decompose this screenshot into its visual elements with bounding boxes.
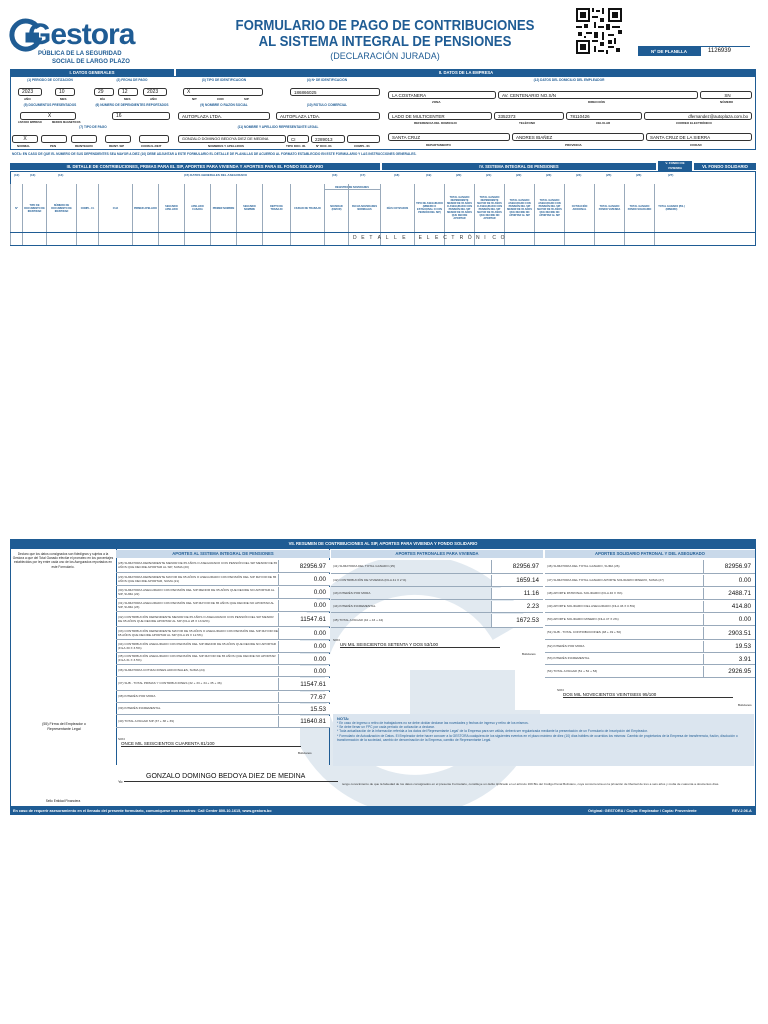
- summary-row: [331, 559, 543, 574]
- referencia-caption: REFERENCIA DEL DOMICILIO: [414, 121, 457, 125]
- summary-row: [116, 573, 330, 586]
- numero-field[interactable]: SN: [700, 91, 752, 99]
- summary-row: [116, 677, 330, 691]
- summary-row-label: (28) SUMATORIA DEPENDIENTE MENOR DE 65 AÑOS O ASEGURADO CON PENSIÓN DEL SIP MENOR DE 65 AÑOS QUE DECIDE APORTAR AL SIP, SUMA (20): [118, 561, 278, 569]
- table-header-cell: NÚMERO DE DOCUMENTO DE IDENTIDAD: [46, 184, 76, 232]
- rep-compl-field[interactable]: [347, 135, 380, 143]
- summary-row-value: 82956.97: [278, 560, 330, 572]
- summary-row-label: (33) CONTRIBUCIÓN DEPENDIENTE MAYOR DE 65 AÑOS O ASEGURADO CON PENSIÓN DEL SIP MAYOR DE 65 AÑOS QUE DECIDE APORTAR AL SIP (FILA 29 X 12.5%): [118, 628, 278, 637]
- documentos-label: (5) DOCUMENTOS PRESENTADOS: [23, 103, 77, 107]
- summary-row-label: (32) CONTRIBUCIÓN DEPENDIENTE MENOR DE 65 AÑOS O ASEGURADO CON PENSIÓN DEL SIP MENOR DE 65 AÑOS QUE DECIDE APORTAR AL SIP (FILA 28 X 13.92%): [118, 614, 274, 623]
- summary-row: [545, 559, 755, 574]
- summary-row-label: (39) INTERÉS INCREMENTAL: [118, 706, 161, 711]
- table-data-cell[interactable]: [594, 233, 624, 245]
- summary-row-label: (35) CONTRIBUCIÓN ASEGURADO CON PENSIÓN DEL SIP MAYOR DE 65 AÑOS QUE DECIDE NO APORTAR (FILA 31 X 3.5%): [118, 654, 276, 662]
- summary-row-label: (31) SUMATORIA ASEGURADO CON PENSIÓN DEL SIP MAYOR DE 65 AÑOS QUE DECIDE NO APORTAR AL SIP, SUMA (23): [118, 600, 275, 609]
- fecha-anio-field[interactable]: 2023: [143, 88, 167, 96]
- summary-row: [545, 587, 755, 600]
- summary-row-label: (42) CONTRIBUCIÓN DE VIVIENDA (FILA 41 X 2 %): [333, 577, 407, 582]
- table-data-cell[interactable]: [76, 233, 98, 245]
- correo-caption: CORREO ELECTRÓNICO: [676, 121, 712, 125]
- viv-bolivianos-caption: Bolivianos: [522, 652, 536, 656]
- table-header-cell: COTIZACIÓN ADICIONAL: [564, 184, 594, 232]
- summary-row: [116, 599, 330, 612]
- detalle-letter: A: [377, 235, 382, 241]
- fecha-pago-label: (2) FECHA DE PAGO: [116, 78, 148, 82]
- nota-planillas: NOTA: EN CASO DE QUE EL NÚMERO DE SUS DEPENDIENTES SEA MAYOR A DIEZ (10) DEBE ADJUNTAR A ESTE FORMULARIO EL DETALLE DE PLANILLAS DE ACUERDO AL FORMATO ESTABLECIDO EN ESTE FORMULARIO Y LAS INSTRUCCIONES GENERALES.: [12, 152, 417, 156]
- table-header-cell: TOTAL GANADO FONDO SOLIDARIO: [624, 184, 654, 232]
- departamento-caption: DEPARTAMENTO: [426, 143, 451, 147]
- summary-row: [116, 627, 330, 640]
- summary-row-label: (30) SUMATORIA ASEGURADO CON PENSIÓN DEL SIP MENOR DE 65 AÑOS QUE DECIDE NO APORTAR AL SIP, SUMA (22): [118, 587, 275, 596]
- pen-caption: PEN: [50, 144, 57, 148]
- detalle-letter: E: [418, 235, 423, 241]
- table-header-cell: TOTAL GANADO ASEGURADO CON PENSIÓN DEL SIP MAYOR DE 65 AÑOS QUE DECIDE NO APORTAR AL SIP: [534, 184, 564, 232]
- section-4-title: IV. SISTEMA INTEGRAL DE PENSIONES: [382, 163, 656, 170]
- tipo-pago-normal[interactable]: [12, 135, 38, 143]
- column-number: (14): [58, 173, 64, 177]
- column-number: (17): [360, 173, 366, 177]
- col-number-row: [10, 173, 756, 179]
- table-data-cell[interactable]: [262, 233, 290, 245]
- table-header-cell: TOTAL GANADO FONDO VIVIENDA: [594, 184, 624, 232]
- celular-field[interactable]: 78110426: [566, 112, 642, 120]
- viv-son-text: UN MIL SEISCIENTOS SETENTA Y DOS 53/100: [340, 642, 500, 648]
- table-header-cell: TOTAL GANADO DEPENDIENTE MENOR DE 65 AÑOS O ASEGURADO CON PENSIÓN DEL SIP MENOR DE 65 AÑOS QUE DECIDE APORTAR: [444, 184, 474, 232]
- table-header-cell: SEGUNDO APELLIDO: [158, 184, 184, 232]
- provincia-caption: PROVINCIA: [565, 143, 582, 147]
- summary-row-label: (52) INTERÉS POR MORA: [547, 643, 585, 648]
- table-data-cell[interactable]: [236, 233, 262, 245]
- fanio-caption: AÑO: [150, 97, 157, 101]
- consul-caption: CONSUL-REIT: [141, 144, 162, 148]
- logo-subtitle-1: PÚBLICA DE LA SEGURIDAD: [38, 51, 122, 57]
- detalle-letter: I: [484, 235, 487, 241]
- summary-row-label: (29) SUMATORIA DEPENDIENTE MAYOR DE 65 AÑOS O ASEGURADO CON PENSIÓN DEL SIP MAYOR DE 65 AÑOS QUE DECIDE APORTAR, SUMA (21): [118, 574, 277, 583]
- summary-row-value: 11547.61: [278, 613, 330, 626]
- table-header-cell: APELLIDO CASADA: [184, 184, 210, 232]
- reint-sip-caption: REINT. SIP: [109, 144, 125, 148]
- direccion-caption: DIRECCIÓN: [588, 100, 605, 104]
- summary-row-value: 11547.61: [278, 678, 330, 690]
- tipo-id-label: (3) TIPO DE IDENTIFICACIÓN: [201, 78, 247, 82]
- summary-row-label: (46) SUMATORIA DEL TOTAL GANADO, SUMA (26): [547, 563, 620, 568]
- summary-row-label: (36) SUMATORIA COTIZACIONES ADICIONALES, SUMA (24): [118, 668, 205, 673]
- summary-row-value: 82956.97: [491, 560, 543, 573]
- sip-title: APORTES AL SISTEMA INTEGRAL DE PENSIONES: [116, 550, 330, 558]
- mes-caption: MES: [60, 97, 67, 101]
- summary-row-value: 15.53: [278, 704, 330, 714]
- zona-field[interactable]: LA COSTANERA: [388, 91, 496, 99]
- tipo-pago-reintegro[interactable]: [71, 135, 97, 143]
- rep-nombre-caption: NOMBRES Y APELLIDOS: [208, 144, 244, 148]
- num-id-field[interactable]: 186866025: [290, 88, 380, 96]
- summary-row-value: 0.00: [703, 614, 755, 625]
- tipo-id-mark: X: [187, 89, 191, 95]
- direccion-field[interactable]: AV. CENTENARIO NO.S/N: [498, 91, 698, 99]
- title-line-3: (DECLARACIÓN JURADA): [330, 51, 440, 61]
- title-line-2: AL SISTEMA INTEGRAL DE PENSIONES: [258, 33, 512, 50]
- table-header-cell: DEPTO DE TRABAJO: [262, 184, 290, 232]
- tipo-id-field[interactable]: [183, 88, 263, 96]
- summary-row: [545, 665, 755, 678]
- summary-row-label: (45) TOTAL A PAGAR (42 + 43 + 44): [333, 617, 384, 622]
- qr-code: [574, 6, 624, 56]
- summary-row-label: (34) CONTRIBUCIÓN ASEGURADO CON PENSIÓN DEL SIP MENOR DE 65 AÑOS QUE DECIDE NO APORTAR (FILA 30 X 3.5%): [118, 641, 277, 650]
- summary-row-value: 0.00: [278, 600, 330, 611]
- summary-row: [116, 559, 330, 573]
- table-header-cell: TOTAL GANADO (BS.) (MINERO): [654, 184, 688, 232]
- domicilio-label: (12) DATOS DEL DOMICILIO DEL EMPLEADOR: [533, 78, 605, 82]
- table-header-cell: CIUDAD DE TRABAJO: [290, 184, 324, 232]
- telefono-caption: TELÉFONO: [519, 121, 536, 125]
- table-header-cell: CUA: [98, 184, 132, 232]
- referencia-field[interactable]: LADO DE MULTICENTER: [388, 112, 492, 120]
- planilla-number: 1126939: [701, 47, 751, 56]
- summary-row-label: (38) INTERÉS POR MORA: [118, 694, 156, 699]
- summary-row-value: 82956.97: [703, 560, 755, 573]
- detalle-letter: E: [435, 235, 440, 241]
- registro-novedades-label: REGISTRO DE NOVEDADES: [324, 186, 380, 190]
- table-data-cell[interactable]: [290, 233, 324, 245]
- table-header-cell: SEGUNDO NOMBRE: [236, 184, 262, 232]
- summary-row-value: 3.91: [703, 654, 755, 664]
- rep-legal-label: (11) NOMBRE Y APELLIDO REPRESENTANTE LEGAL: [237, 125, 319, 129]
- declaro-text: Declaro que los datos consignados son fidedignos y sujetos a la Gestora a que del Total Ganado efectúe el prorrateo en los porcentajes establecidos por ley entre cada uno de los Asegurados reportados en este Formulario.: [12, 552, 114, 569]
- detalle-letter: L: [394, 235, 398, 241]
- rep-num-caption: Nº DOC. ID.: [316, 144, 333, 148]
- summary-row: [545, 653, 755, 665]
- table-data-cell[interactable]: [98, 233, 132, 245]
- column-number: (19): [426, 173, 432, 177]
- column-number: (25): [606, 173, 612, 177]
- column-number: (24): [576, 173, 582, 177]
- section-6-title: VI. FONDO SOLIDARIO: [694, 163, 756, 170]
- tipo-pago-label: (7) TIPO DE PAGO: [79, 125, 107, 129]
- column-number: (26): [636, 173, 642, 177]
- column-number: (13): [30, 173, 36, 177]
- column-number: (16): [332, 173, 338, 177]
- firma-label: (55) Firma del Empleador o Representante Legal: [42, 722, 86, 731]
- dependientes-field[interactable]: 16: [112, 112, 170, 120]
- numero-caption: NÚMERO: [720, 100, 734, 104]
- summary-row-value: 2926.95: [703, 666, 755, 677]
- summary-row-value: 0.00: [703, 575, 755, 586]
- summary-row: [116, 640, 330, 653]
- rep-num-field[interactable]: 2289013: [311, 135, 345, 143]
- tipo-pago-pen[interactable]: [41, 135, 67, 143]
- viv-title: APORTES PATRONALES PARA VIVIENDA: [331, 550, 543, 558]
- summary-row-label: (54) TOTAL A PAGAR (51 + 52 + 53): [547, 668, 598, 673]
- table-data-cell[interactable]: [564, 233, 594, 245]
- summary-row: [331, 600, 543, 613]
- column-number: (18): [394, 173, 400, 177]
- logo-subtitle-2: SOCIAL DE LARGO PLAZO: [52, 59, 130, 65]
- detalle-letter: E: [402, 235, 407, 241]
- footer-copies: Original: GESTORA / Copia: Empleador / Copia: Proveniente: [588, 809, 697, 813]
- razon-social-label: (9) NOMBRE O RAZÓN SOCIAL: [200, 103, 248, 107]
- yo-caption: Yo: [118, 779, 123, 784]
- sol-son-text: DOS MIL NOVECIENTOS VEINTISEIS 95/100: [563, 692, 733, 698]
- footer-bar: [10, 807, 756, 815]
- summary-row-value: 0.00: [278, 666, 330, 676]
- summary-row: [545, 613, 755, 626]
- table-data-cell[interactable]: [22, 233, 46, 245]
- title-line-1: FORMULARIO DE PAGO DE CONTRIBUCIONES: [235, 17, 535, 34]
- logo-name: Gestora: [28, 18, 135, 51]
- nota-2: * Se debe llenar un FPC por cada periodo de cotización a declarar.: [337, 725, 435, 730]
- column-number: (27): [668, 173, 674, 177]
- detalle-letter: L: [385, 235, 390, 241]
- table-data-cell[interactable]: [624, 233, 654, 245]
- summary-row-value: 2488.71: [703, 588, 755, 599]
- sip-rows: [116, 559, 330, 737]
- summary-row-label: (41) SUMATORIA DEL TOTAL GANADO (25): [333, 563, 396, 568]
- periodo-label: (1) PERIODO DE COTIZACIÓN: [27, 78, 73, 82]
- section-5-title: V. FONDO DE VIVIENDA: [658, 161, 692, 171]
- sip-bolivianos-caption: Bolivianos: [298, 751, 312, 755]
- column-number: (15) DATOS GENERALES DEL ASEGURADO: [184, 173, 247, 177]
- detalle-letter: Ó: [467, 235, 473, 241]
- table-data-cell[interactable]: [324, 233, 348, 245]
- rep-tipo-caption: TIPO DOC. ID.: [286, 144, 307, 148]
- fecha-mes-field[interactable]: 12: [118, 88, 138, 96]
- periodo-mes-field[interactable]: 10: [55, 88, 75, 96]
- summary-row-value: 19.53: [703, 641, 755, 652]
- documentos-field[interactable]: [20, 112, 76, 120]
- summary-row-label: (40) TOTAL A PAGAR SIP (37 + 38 + 39): [118, 718, 175, 723]
- summary-row-value: 2903.51: [703, 627, 755, 639]
- yo-name: GONZALO DOMINGO BEDOYA DIEZ DE MEDINA: [124, 772, 338, 782]
- column-number: (23): [546, 173, 552, 177]
- correo-field[interactable]: dfernandez@autoplaza.com.bo: [644, 112, 752, 120]
- zona-caption: ZONA: [432, 100, 441, 104]
- summary-row-value: 0.00: [278, 574, 330, 585]
- summary-row: [545, 600, 755, 613]
- telefono-field[interactable]: 3352373: [494, 112, 564, 120]
- table-header-cell: COMPL. CI.: [76, 184, 98, 232]
- yo-declaration: tengo conocimiento de que la falsedad de los datos consignados en el presente Formulario, constituye un delito tipificado en el artículo 169 Bis del Código Penal Boliviano, cuya concurrencia es la privación de libertad de tres a seis años y multa de cuarenta a doscientos días.: [342, 782, 720, 786]
- summary-row-label: (50) APORTE SOLIDARIO MINERO (FILA 47 X 2%): [547, 616, 619, 621]
- sol-rows: [545, 559, 755, 689]
- column-number: (20): [456, 173, 462, 177]
- planilla-box: [638, 46, 750, 56]
- departamento-field[interactable]: SANTA CRUZ: [388, 133, 510, 141]
- fecha-dia-field[interactable]: 29: [94, 88, 114, 96]
- summary-row-value: 0.00: [278, 587, 330, 598]
- detalle-letter: T: [451, 235, 456, 241]
- column-number: (12): [14, 173, 20, 177]
- detalle-letter: N: [476, 235, 481, 241]
- table-header-cell: TOTAL GANADO DEPENDIENTE MAYOR DE 65 AÑOS O ASEGURADO CON PENSIÓN DEL SIP MAYOR DE 65 AÑOS QUE DECIDE NO APORTAR: [474, 184, 504, 232]
- summary-row: [116, 586, 330, 599]
- tipo-pago-consul[interactable]: [139, 135, 169, 143]
- rep-compl-caption: COMPL. ID.: [354, 144, 371, 148]
- sip-son-caption: SON:: [118, 737, 126, 741]
- summary-row-value: 0.00: [278, 654, 330, 664]
- fmes-caption: MES: [124, 97, 131, 101]
- dependientes-label: (6) NÚMERO DE DEPENDIENTES REPORTADOS: [95, 103, 169, 107]
- summary-row: [545, 626, 755, 640]
- detalle-letter: C: [492, 235, 498, 241]
- detalle-letter: T: [369, 235, 374, 241]
- summary-row: [331, 587, 543, 600]
- viv-son-caption: SON:: [333, 638, 341, 642]
- gestora-logo: [8, 12, 135, 72]
- listado-caption: LISTADO IMPRESO: [18, 121, 42, 124]
- section-3-title: III. DETALLE DE CONTRIBUCIONES, PRIMAS PARA EL SIP, APORTES PARA VIVIENDA Y APORTES PARA EL FONDO SOLIDARIO: [10, 163, 380, 170]
- summary-row: [116, 691, 330, 703]
- sol-bolivianos-caption: Bolivianos: [738, 703, 752, 707]
- planilla-label: Nº DE PLANILLA: [651, 49, 687, 54]
- summary-row: [331, 574, 543, 587]
- rotulo-field[interactable]: AUTOPLAZA LTDA.: [276, 112, 380, 120]
- table-data-cell[interactable]: [654, 233, 688, 245]
- summary-row-value: 11640.81: [278, 716, 330, 727]
- table-header-cell: TIPO DE DOCUMENTO DE IDENTIDAD: [22, 184, 46, 232]
- periodo-anio-field[interactable]: 2023: [18, 88, 42, 96]
- summary-row: [116, 665, 330, 677]
- rotulo-label: (10) RÓTULO COMERCIAL: [306, 103, 348, 107]
- summary-row: [116, 715, 330, 728]
- summary-row: [116, 612, 330, 627]
- summary-row-value: 2.23: [491, 601, 543, 612]
- sol-son-caption: SON:: [557, 688, 565, 692]
- summary-row-value: 11.16: [491, 588, 543, 599]
- ciudad-field[interactable]: SANTA CRUZ DE LA SIERRA: [646, 133, 752, 141]
- table-data-cell[interactable]: [210, 233, 236, 245]
- provincia-field[interactable]: ANDRES IBAÑEZ: [512, 133, 644, 141]
- table-header-cell: FECHA NOVEDADES NORMALES: [348, 184, 380, 232]
- reintegro-caption: REINTEGRO: [75, 144, 93, 148]
- summary-row-value: 414.80: [703, 601, 755, 612]
- summary-row-label: (43) INTERÉS POR MORA: [333, 590, 371, 595]
- detalle-electronico: [353, 235, 513, 243]
- anio-caption: AÑO: [24, 97, 31, 101]
- summary-row: [116, 653, 330, 665]
- summary-row-label: (49) APORTE SOLIDARIO DEL ASEGURADO (FILA 46 X 0.5%): [547, 603, 636, 608]
- table-data-cell[interactable]: [534, 233, 564, 245]
- detalle-letter: E: [361, 235, 366, 241]
- table-header-cell: DÍAS COTIZADOS: [380, 184, 414, 232]
- section-7-title: VII. RESUMEN DE CONTRIBUCIONES AL SIP, APORTES PARA VIVIENDA Y FONDO SOLIDARIO: [10, 539, 756, 548]
- cod-caption: COD: [217, 97, 224, 101]
- form-title: [190, 18, 580, 62]
- summary-row-value: 77.67: [278, 692, 330, 702]
- razon-social-field[interactable]: AUTOPLAZA LTDA.: [178, 112, 270, 120]
- detalle-letter: R: [459, 235, 465, 241]
- column-number: (22): [516, 173, 522, 177]
- summary-row-value: 1672.53: [491, 614, 543, 627]
- table-data-cell[interactable]: [158, 233, 184, 245]
- nota-3: * Toda actualización de la información referida a los datos del Representante Legal' de la Empresa para ser válida, deberá ser regularizada mediante la presentación de un Formulario de Inscripción del Empleador.: [337, 729, 648, 734]
- summary-row-label: (37) SUB - TOTAL PRIMAS Y CONTRIBUCIONES (32 + 33 + 34 + 35 + 36): [118, 681, 222, 686]
- table-data-cell[interactable]: [184, 233, 210, 245]
- viv-rows: [331, 559, 543, 669]
- table-header-cell: Nº: [10, 184, 22, 232]
- column-number: (21): [486, 173, 492, 177]
- documentos-mark: X: [47, 113, 52, 119]
- num-id-label: (4) Nº DE IDENTIFICACIÓN: [306, 78, 348, 82]
- detalle-letter: O: [500, 235, 506, 241]
- medios-caption: MEDIOS MAGNÉTICOS: [52, 121, 81, 124]
- rep-tipo-field[interactable]: CI: [287, 135, 309, 143]
- nota-4: * Formulario de Actualización de Datos. El Empleador debe hacer conocer a la GESTORA cualquiera de los siguientes eventos en el plazo máximo de diez (10) días hábiles de ocurridos los mismos: Cambio de propietarios de la Empresa de transferencia, fusión, disolución o transformación de la sociedad, cambio de denominación de la Empresa, cambio de Representante Legal.: [337, 733, 738, 742]
- detalle-letter: D: [353, 235, 358, 241]
- table-data-cell[interactable]: [132, 233, 158, 245]
- tipo-pago-mark: X: [23, 136, 27, 142]
- summary-row-value: 0.00: [278, 628, 330, 639]
- rep-nombre-field[interactable]: GONZALO DOMINGO BEDOYA DIEZ DE MEDINA: [178, 135, 286, 143]
- nit-caption: NIT: [192, 97, 197, 101]
- summary-row-label: (48) APORTE PATRONAL SOLIDARIO (FILA 46 X 3%): [547, 590, 623, 595]
- nota-1: * En caso de ingreso o retiro de trabajadores no se debe olvidar declarar las novedades y fechas de ingreso y retiro de los mismos.: [337, 721, 529, 725]
- notas-title: NOTA:: [337, 716, 350, 721]
- summary-row-label: (47) SUMATORIA DEL TOTAL GANADO APORTE SOLIDARIO MINERO, SUMA (27): [547, 577, 664, 582]
- table-header-cell: PRIMER APELLIDO: [132, 184, 158, 232]
- notas-box: [333, 714, 754, 766]
- summary-row: [116, 703, 330, 715]
- summary-row-value: 1659.14: [491, 575, 543, 586]
- sol-title: APORTES SOLIDARIO PATRONAL Y DEL ASEGURADO: [545, 550, 755, 558]
- detalle-letter: L: [426, 235, 431, 241]
- summary-row-value: 0.00: [278, 641, 330, 652]
- summary-row: [331, 613, 543, 628]
- summary-row: [545, 574, 755, 587]
- celular-caption: CELULAR: [596, 121, 611, 125]
- table-data-cell[interactable]: [10, 233, 22, 245]
- normal-caption: NORMAL: [17, 144, 31, 148]
- table-header-row: [10, 184, 756, 232]
- summary-row: [545, 640, 755, 653]
- detalle-letter: C: [443, 235, 448, 241]
- footer-help: En caso de requerir asesoramiento en el llenado del presente formulario, comuníquese con nosotros: Call Center 800-10-1615, www.gestora.bo: [13, 809, 272, 813]
- footer-rev: REV.2.06.A: [732, 809, 752, 813]
- table-header-cell: TOTAL GANADO ASEGURADO CON PENSIÓN DEL SIP MENOR DE 65 AÑOS QUE DECIDE NO APORTAR AL SIP: [504, 184, 534, 232]
- table-header-cell: TIPO DE ASEGURADO (MINERO O ESTACIONAL O CON PENSIÓN DEL SIP): [414, 184, 444, 232]
- summary-row-label: (44) INTERÉS INCREMENTAL: [333, 603, 376, 608]
- dia-caption: DÍA: [100, 97, 106, 101]
- summary-row-label: (53) INTERÉS INCREMENTAL: [547, 656, 590, 661]
- summary-row-label: (51) SUB - TOTAL CONTRIBUCIONES (48 + 49 + 50): [547, 630, 622, 635]
- table-header-cell: PRIMER NOMBRE: [210, 184, 236, 232]
- table-data-cell[interactable]: [46, 233, 76, 245]
- sip-caption: SIP: [244, 97, 249, 101]
- section-1-title: I. DATOS GENERALES: [10, 69, 174, 76]
- tipo-pago-reint-sip[interactable]: [105, 135, 131, 143]
- table-header-cell: NOVEDAD (I/N/U/R): [324, 184, 348, 232]
- sello-label: Sello Entidad Financiera: [45, 799, 81, 803]
- sip-son-text: ONCE MIL SEISCIENTOS CUARENTA 81/100: [121, 741, 301, 747]
- ciudad-caption: CIUDAD: [690, 143, 702, 147]
- section-2-title: II. DATOS DE LA EMPRESA: [176, 69, 756, 76]
